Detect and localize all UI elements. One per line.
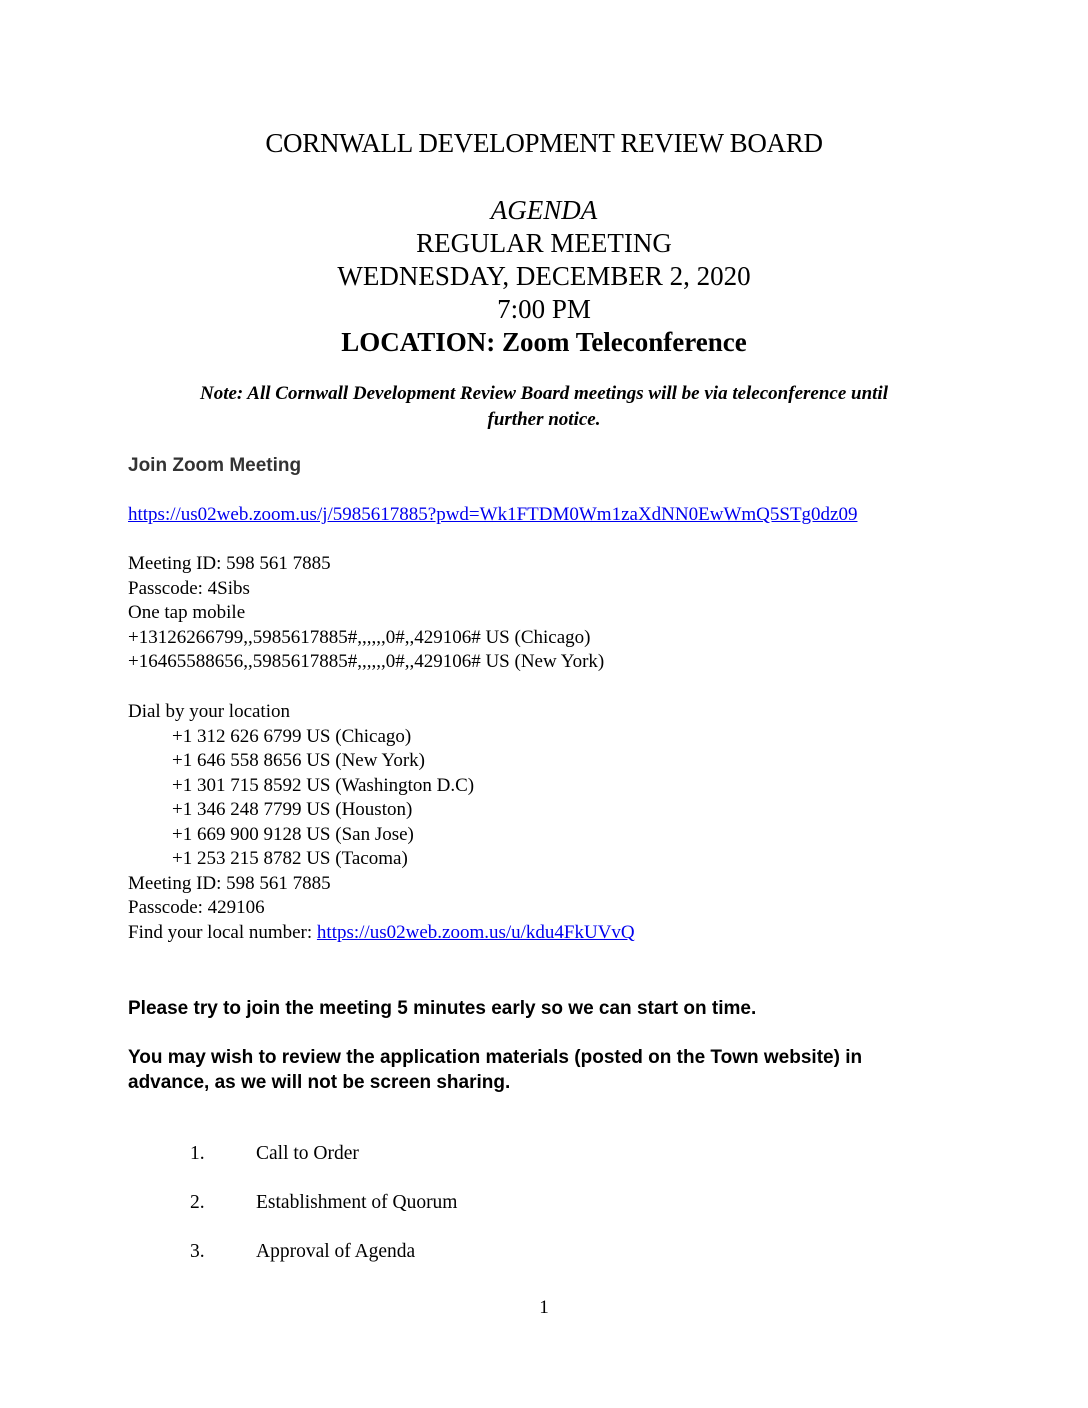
meeting-time: 7:00 PM <box>497 294 591 324</box>
meeting-location: LOCATION: Zoom Teleconference <box>341 327 747 357</box>
dial-number-tacoma: +1 253 215 8782 US (Tacoma) <box>172 848 408 869</box>
join-early-notice: Please try to join the meeting 5 minutes early so we can start on time. <box>128 998 757 1019</box>
dial-block <box>128 700 635 945</box>
join-zoom-heading: Join Zoom Meeting <box>128 455 302 476</box>
find-local-number <box>128 921 635 946</box>
meeting-details <box>128 552 604 675</box>
board-title: CORNWALL DEVELOPMENT REVIEW BOARD <box>265 128 823 158</box>
zoom-meeting-link[interactable]: https://us02web.zoom.us/j/5985617885?pwd=Wk1FTDM0Wm1zaXdNN0EwWmQ5STg0dz09 <box>128 504 858 525</box>
dial-number-houston: +1 346 248 7799 US (Houston) <box>172 799 413 820</box>
teleconference-note-line1: Note: All Cornwall Development Review Board meetings will be via teleconference until <box>200 383 888 404</box>
agenda-item-number: 3. <box>190 1241 205 1262</box>
one-tap-chicago: +13126266799,,5985617885#,,,,,,0#,,429106# US (Chicago) <box>128 626 591 648</box>
teleconference-note-line2: further notice. <box>487 409 601 430</box>
meeting-id-dial: Meeting ID: 598 561 7885 <box>128 872 331 894</box>
meeting-type: REGULAR MEETING <box>416 228 672 258</box>
one-tap-label: One tap mobile <box>128 602 246 623</box>
dial-number-san-jose: +1 669 900 9128 US (San Jose) <box>172 823 414 845</box>
dial-number-new-york: +1 646 558 8656 US (New York) <box>172 750 425 771</box>
meeting-date: WEDNESDAY, DECEMBER 2, 2020 <box>337 261 751 291</box>
passcode-dial: Passcode: 429106 <box>128 897 265 918</box>
find-local-label: Find your local number: <box>128 921 317 943</box>
agenda-item-approval: Approval of Agenda <box>256 1241 416 1262</box>
agenda-heading: AGENDA <box>490 195 598 225</box>
review-notice-line1: You may wish to review the application materials (posted on the Town website) in <box>128 1047 863 1068</box>
review-notice-line2: advance, as we will not be screen sharing. <box>128 1072 511 1093</box>
one-tap-new-york: +16465588656,,5985617885#,,,,,,0#,,429106# US (New York) <box>128 651 605 672</box>
agenda-item-number: 1. <box>190 1143 205 1164</box>
agenda-item-quorum: Establishment of Quorum <box>256 1192 458 1213</box>
meeting-id: Meeting ID: 598 561 7885 <box>128 553 331 574</box>
dial-number-washington: +1 301 715 8592 US (Washington D.C) <box>172 774 475 796</box>
review-materials-notice <box>128 1045 862 1095</box>
agenda-item-number: 2. <box>190 1192 205 1213</box>
passcode: Passcode: 4Sibs <box>128 577 250 599</box>
dial-number-chicago: +1 312 626 6799 US (Chicago) <box>172 725 412 747</box>
agenda-item-call-to-order: Call to Order <box>256 1143 359 1164</box>
local-number-link[interactable]: https://us02web.zoom.us/u/kdu4FkUVvQ <box>316 921 635 943</box>
dial-label: Dial by your location <box>128 701 290 722</box>
page-number: 1 <box>539 1297 549 1318</box>
